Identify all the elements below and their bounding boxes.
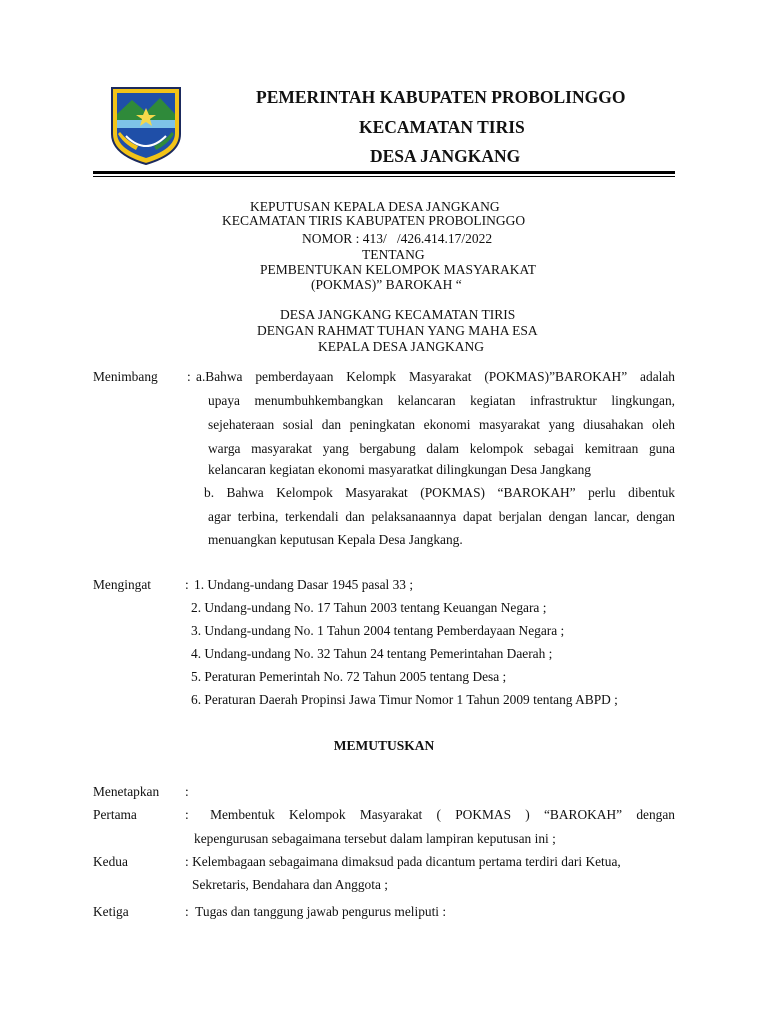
- header-district-name: KECAMATAN TIRIS: [359, 117, 525, 137]
- mengingat-item: 2. Undang-undang No. 17 Tahun 2003 tentang Keuangan Negara ;: [191, 600, 547, 615]
- menimbang-a-line: warga masyarakat yang bergabung dalam kelompok sebagai kemitraan guna: [208, 441, 675, 456]
- mengingat-label: Mengingat: [93, 577, 152, 592]
- mengingat-colon: :: [185, 577, 189, 592]
- header-government-name: PEMERINTAH KABUPATEN PROBOLINGGO: [256, 87, 626, 107]
- decree-title-line: PEMBENTUKAN KELOMPOK MASYARAKAT: [260, 262, 537, 277]
- header-rule-thick: [93, 171, 675, 174]
- mengingat-item: 3. Undang-undang No. 1 Tahun 2004 tentang Pemberdayaan Negara ;: [191, 623, 565, 638]
- header-village-name: DESA JANGKANG: [370, 146, 521, 166]
- ketiga-label: Ketiga: [93, 904, 129, 919]
- memutuskan-heading: MEMUTUSKAN: [333, 738, 435, 753]
- decree-number: NOMOR : 413/ /426.414.17/2022: [302, 231, 493, 246]
- kedua-label: Kedua: [93, 854, 128, 869]
- regency-coat-of-arms-icon: [108, 84, 184, 166]
- pertama-line: : Membentuk Kelompok Masyarakat ( POKMAS ) “BAROKAH” dengan: [185, 807, 675, 822]
- menimbang-label: Menimbang: [93, 369, 158, 384]
- decree-title-line: TENTANG: [362, 247, 425, 262]
- menimbang-a-line: sejehateraan sosial dan peningkatan ekonomi masyarakat yang diusahakan oleh: [208, 417, 675, 432]
- menimbang-a-line: kelancaran kegiatan ekonomi masyaratkat dilingkungan Desa Jangkang: [208, 462, 591, 477]
- kedua-line: Sekretaris, Bendahara dan Anggota ;: [192, 877, 388, 892]
- menetapkan-label: Menetapkan: [93, 784, 160, 799]
- decree-title-line: KECAMATAN TIRIS KABUPATEN PROBOLINGGO: [222, 213, 526, 228]
- decree-title-line: DENGAN RAHMAT TUHAN YANG MAHA ESA: [257, 323, 538, 338]
- decree-title-line: DESA JANGKANG KECAMATAN TIRIS: [280, 307, 516, 322]
- menimbang-b-line: agar terbina, terkendali dan pelaksanaannya dapat berjalan dengan lancar, dengan: [208, 509, 675, 524]
- menimbang-b-line: b. Bahwa Kelompok Masyarakat (POKMAS) “BAROKAH” perlu dibentuk: [204, 485, 675, 500]
- mengingat-item: 1. Undang-undang Dasar 1945 pasal 33 ;: [194, 577, 414, 592]
- decree-title-line: KEPALA DESA JANGKANG: [318, 339, 485, 354]
- mengingat-item: 6. Peraturan Daerah Propinsi Jawa Timur Nomor 1 Tahun 2009 tentang ABPD ;: [191, 692, 618, 707]
- kedua-line: : Kelembagaan sebagaimana dimaksud pada dicantum pertama terdiri dari Ketua,: [185, 854, 621, 869]
- decree-title-line: KEPUTUSAN KEPALA DESA JANGKANG: [250, 199, 500, 214]
- header-rule-thin: [93, 176, 675, 177]
- menimbang-colon: :: [187, 369, 191, 384]
- menetapkan-colon: :: [185, 784, 189, 799]
- pertama-label: Pertama: [93, 807, 137, 822]
- ketiga-line: : Tugas dan tanggung jawab pengurus meliputi :: [185, 904, 447, 919]
- pertama-line: kepengurusan sebagaimana tersebut dalam lampiran keputusan ini ;: [194, 831, 556, 846]
- mengingat-item: 5. Peraturan Pemerintah No. 72 Tahun 2005 tentang Desa ;: [191, 669, 507, 684]
- menimbang-a-line: upaya menumbuhkembangkan kelancaran kegiatan infrastruktur lingkungan,: [208, 393, 675, 408]
- mengingat-item: 4. Undang-undang No. 32 Tahun 24 tentang Pemerintahan Daerah ;: [191, 646, 553, 661]
- menimbang-a-line: a.Bahwa pemberdayaan Kelompk Masyarakat (POKMAS)”BAROKAH” adalah: [196, 369, 675, 384]
- menimbang-b-line: menuangkan keputusan Kepala Desa Jangkang.: [208, 532, 463, 547]
- decree-title-line: (POKMAS)” BAROKAH “: [311, 277, 462, 292]
